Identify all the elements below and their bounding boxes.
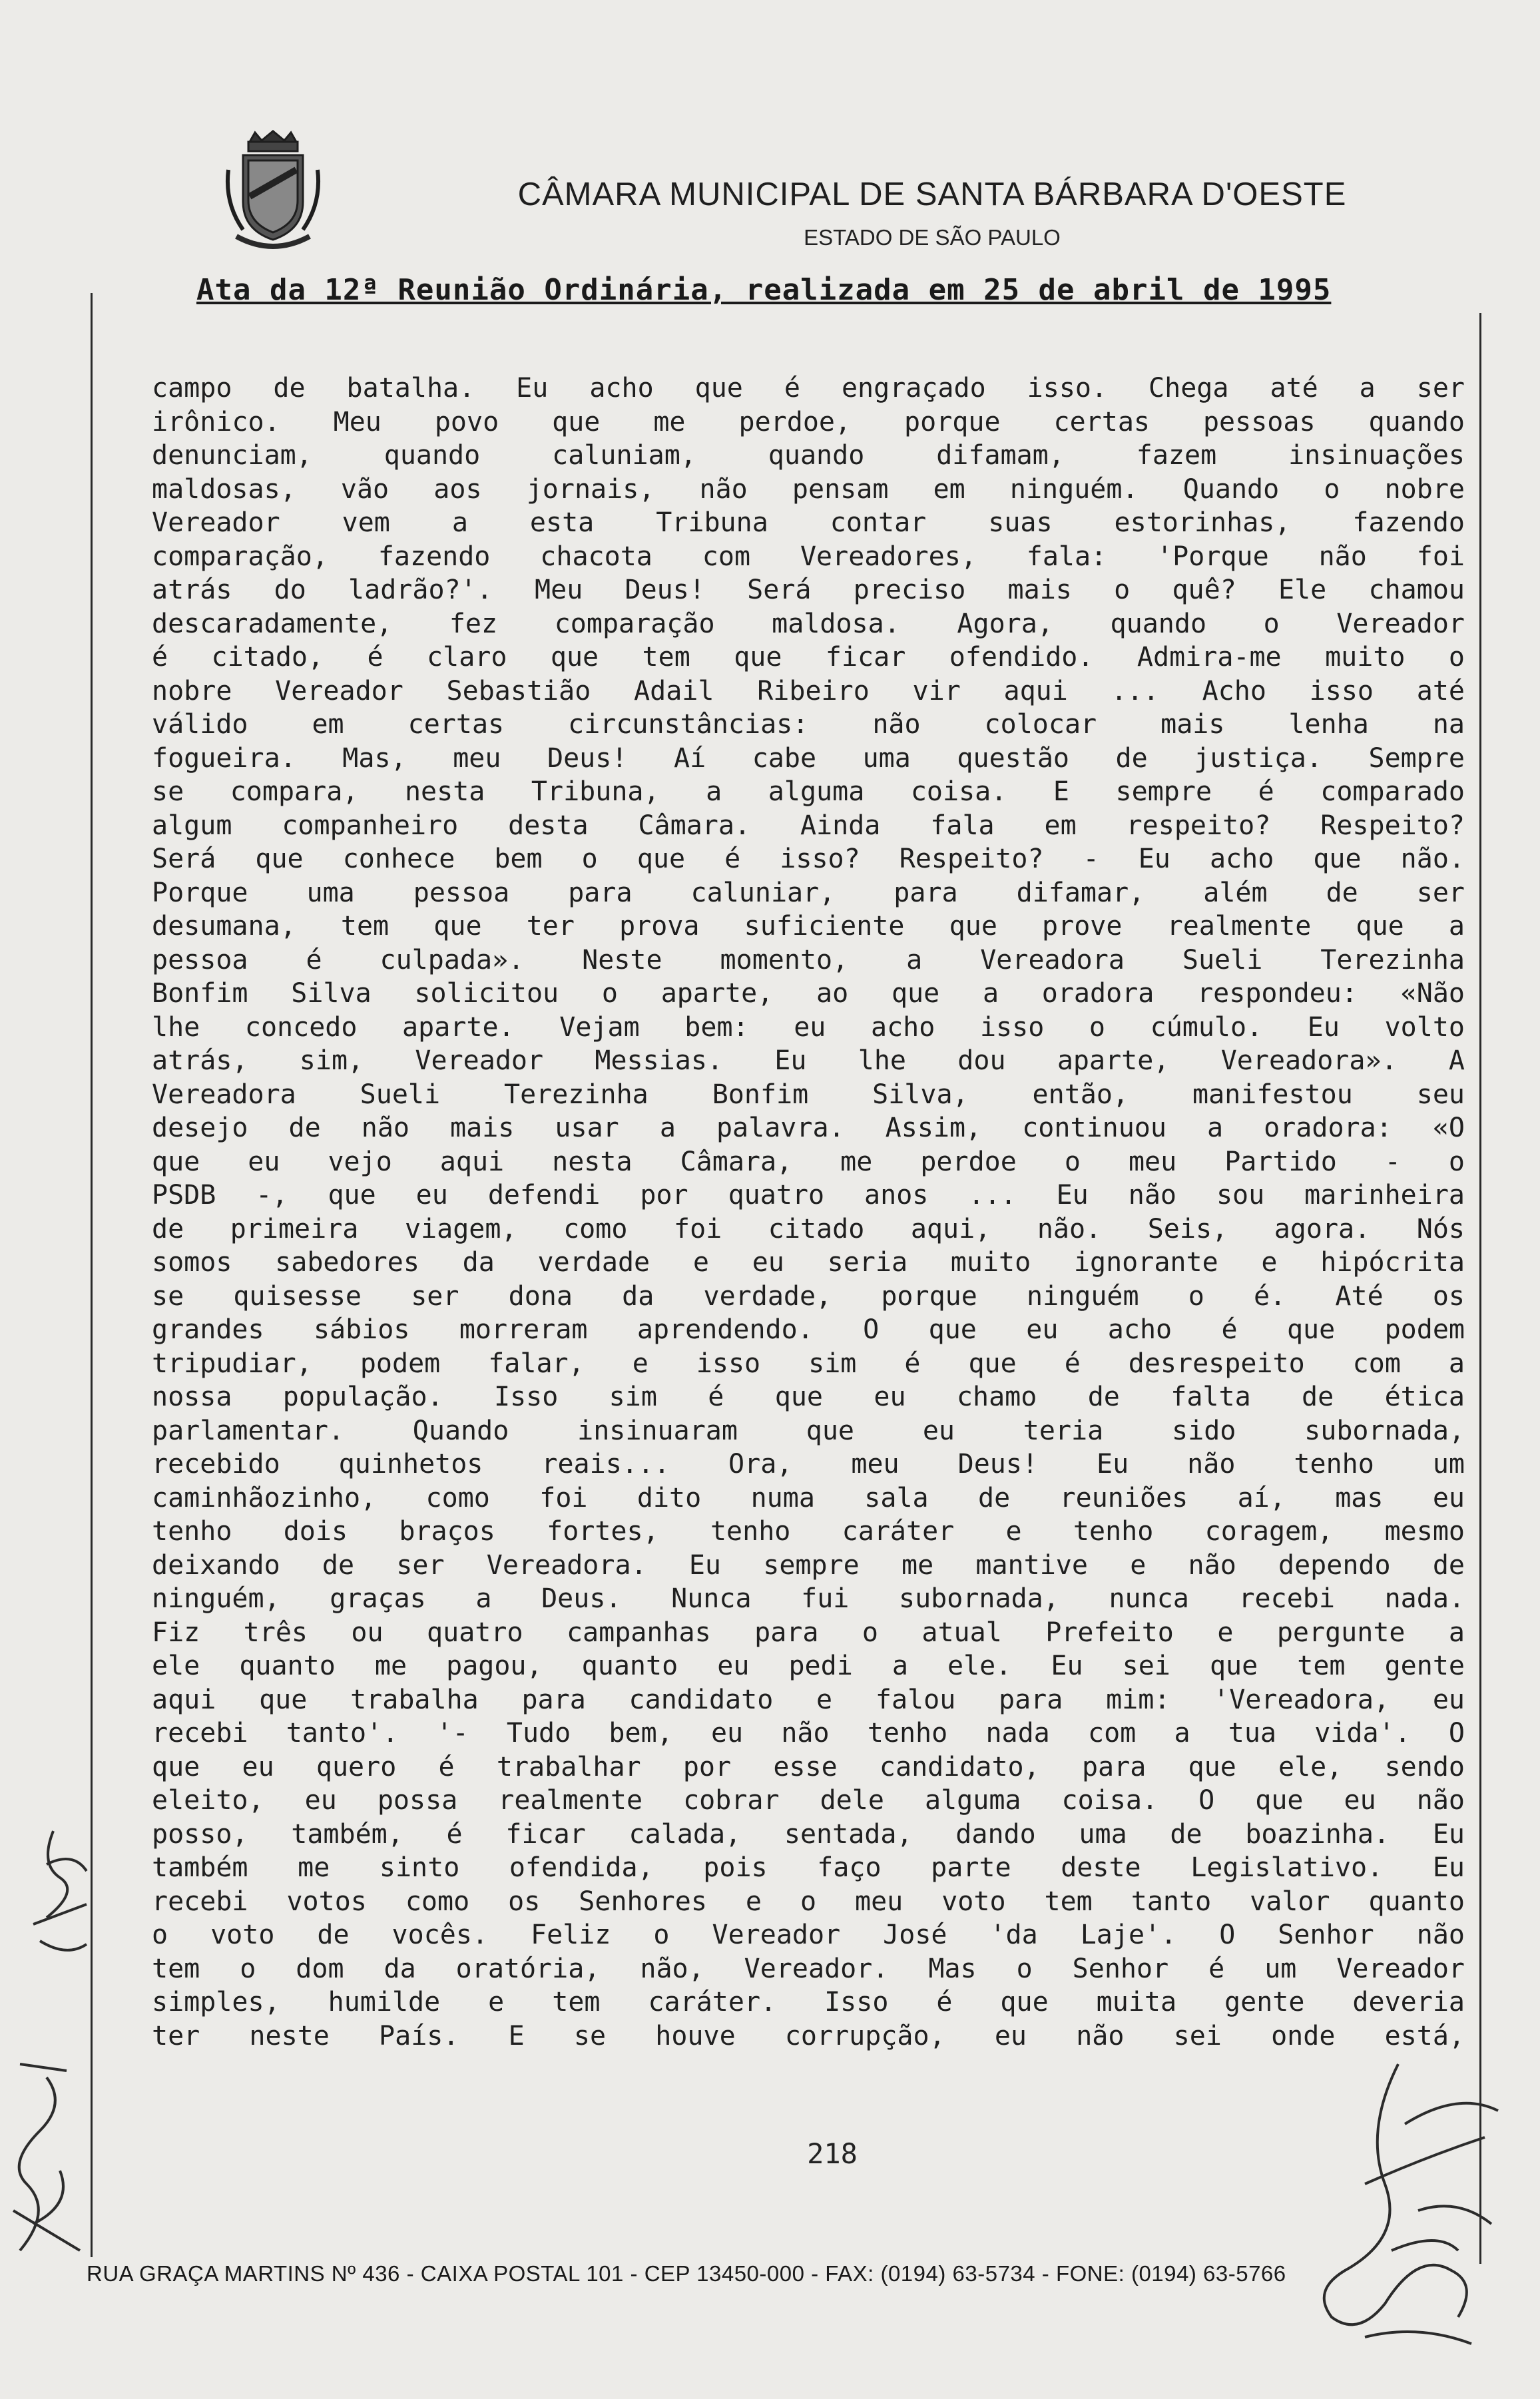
text-line: eleito, eu possa realmente cobrar dele alguma coisa. O que eu não (152, 1785, 1465, 1816)
text-line: maldosas, vão aos jornais, não pensam em ninguém. Quando o nobre (152, 473, 1465, 505)
text-line: Porque uma pessoa para caluniar, para difamar, além de ser (152, 877, 1465, 908)
text-line: tem o dom da oratória, não, Vereador. Mas o Senhor é um Vereador (152, 1953, 1465, 1984)
address-footer: RUA GRAÇA MARTINS Nº 436 - CAIXA POSTAL 101 - CEP 13450-000 - FAX: (0194) 63-5734 - FONE: (0194) 63-5766 (87, 2261, 1286, 2286)
text-line: atrás do ladrão?'. Meu Deus! Será preciso mais o quê? Ele chamou (152, 575, 1465, 605)
text-line: Fiz três ou quatro campanhas para o atual Prefeito e pergunte a (152, 1617, 1465, 1648)
minutes-heading: Ata da 12ª Reunião Ordinária, realizada em 25 de abril de 1995 (196, 273, 1332, 307)
text-line: simples, humilde e tem caráter. Isso é que muita gente deveria (152, 1987, 1465, 2017)
text-line: se compara, nesta Tribuna, a alguma coisa. E sempre é comparado (152, 776, 1465, 807)
text-line: irônico. Meu povo que me perdoe, porque certas pessoas quando (152, 406, 1465, 437)
text-line: também me sinto ofendida, pois faço parte deste Legislativo. Eu (152, 1852, 1465, 1883)
text-line: PSDB -, que eu defendi por quatro anos ... Eu não sou marinheira (152, 1180, 1465, 1210)
text-line: que eu quero é trabalhar por esse candidato, para que ele, sendo (152, 1751, 1465, 1782)
institution-title: CÂMARA MUNICIPAL DE SANTA BÁRBARA D'OESTE (517, 176, 1347, 212)
text-line: nobre Vereador Sebastião Adail Ribeiro vir aqui ... Acho isso até (152, 675, 1465, 706)
text-line: válido em certas circunstâncias: não colocar mais lenha na (152, 709, 1465, 740)
text-line: deixando de ser Vereadora. Eu sempre me mantive e não dependo de (152, 1549, 1465, 1581)
text-line: Vereador vem a esta Tribuna contar suas estorinhas, fazendo (152, 507, 1465, 538)
text-line: caminhãozinho, como foi dito numa sala de reuniões aí, mas eu (152, 1482, 1465, 1513)
text-line: recebi votos como os Senhores e o meu voto tem tanto valor quanto (152, 1886, 1465, 1917)
text-line: descaradamente, fez comparação maldosa. Agora, quando o Vereador (152, 608, 1465, 639)
text-line: desejo de não mais usar a palavra. Assim, continuou a oradora: «O (152, 1113, 1465, 1143)
text-line: comparação, fazendo chacota com Vereadores, fala: 'Porque não foi (152, 541, 1465, 572)
text-line: tripudiar, podem falar, e isso sim é que é desrespeito com a (152, 1348, 1465, 1379)
text-line: Será que conhece bem o que é isso? Respeito? - Eu acho que não. (152, 844, 1465, 874)
text-line: que eu vejo aqui nesta Câmara, me perdoe o meu Partido - o (152, 1146, 1465, 1177)
text-line: é citado, é claro que tem que ficar ofendido. Admira-me muito o (152, 642, 1465, 672)
text-line: recebi tanto'. '- Tudo bem, eu não tenho nada com a tua vida'. O (152, 1718, 1465, 1748)
text-line: recebido quinhetos reais... Ora, meu Deus! Eu não tenho um (152, 1449, 1465, 1479)
text-line: Bonfim Silva solicitou o aparte, ao que a oradora respondeu: «Não (152, 978, 1465, 1009)
text-line: algum companheiro desta Câmara. Ainda fala em respeito? Respeito? (152, 810, 1465, 841)
text-line: pessoa é culpada». Neste momento, a Vereadora Sueli Terezinha (152, 944, 1465, 975)
text-line: ter neste País. E se houve corrupção, eu não sei onde está, (152, 2020, 1465, 2051)
text-line: somos sabedores da verdade e eu seria muito ignorante e hipócrita (152, 1247, 1465, 1278)
state-subtitle: ESTADO DE SÃO PAULO (804, 225, 1061, 250)
text-line: nossa população. Isso sim é que eu chamo de falta de ética (152, 1382, 1465, 1412)
minutes-body (152, 372, 1465, 2053)
text-line: desumana, tem que ter prova suficiente que prove realmente que a (152, 911, 1465, 941)
text-line: aqui que trabalha para candidato e falou para mim: 'Vereadora, eu (152, 1684, 1465, 1715)
text-line: campo de batalha. Eu acho que é engraçado isso. Chega até a ser (152, 373, 1465, 403)
text-line: ele quanto me pagou, quanto eu pedi a ele. Eu sei que tem gente (152, 1651, 1465, 1681)
text-line: Vereadora Sueli Terezinha Bonfim Silva, então, manifestou seu (152, 1079, 1465, 1110)
text-line: posso, também, é ficar calada, sentada, dando uma de boazinha. Eu (152, 1818, 1465, 1850)
text-line: fogueira. Mas, meu Deus! Aí cabe uma questão de justiça. Sempre (152, 742, 1465, 774)
left-margin-signature-icon (13, 1824, 100, 1971)
bottom-right-signature-icon (1285, 2051, 1511, 2357)
left-margin-initials-icon (0, 2051, 93, 2264)
text-line: o voto de vocês. Feliz o Vereador José 'da Laje'. O Senhor não (152, 1920, 1465, 1950)
text-line: parlamentar. Quando insinuaram que eu teria sido subornada, (152, 1415, 1465, 1446)
right-margin-line (1479, 313, 1481, 2264)
text-line: atrás, sim, Vereador Messias. Eu lhe dou aparte, Vereadora». A (152, 1045, 1465, 1076)
text-line: grandes sábios morreram aprendendo. O que eu acho é que podem (152, 1314, 1465, 1345)
text-line: se quisesse ser dona da verdade, porque ninguém o é. Até os (152, 1280, 1465, 1312)
text-line: ninguém, graças a Deus. Nunca fui subornada, nunca recebi nada. (152, 1583, 1465, 1614)
coat-of-arms-icon (223, 130, 323, 253)
page-number: 218 (807, 2137, 858, 2170)
text-line: lhe concedo aparte. Vejam bem: eu acho isso o cúmulo. Eu volto (152, 1011, 1465, 1043)
text-line: denunciam, quando caluniam, quando difamam, fazem insinuações (152, 440, 1465, 471)
text-line: tenho dois braços fortes, tenho caráter e tenho coragem, mesmo (152, 1516, 1465, 1547)
text-line: de primeira viagem, como foi citado aqui, não. Seis, agora. Nós (152, 1213, 1465, 1244)
